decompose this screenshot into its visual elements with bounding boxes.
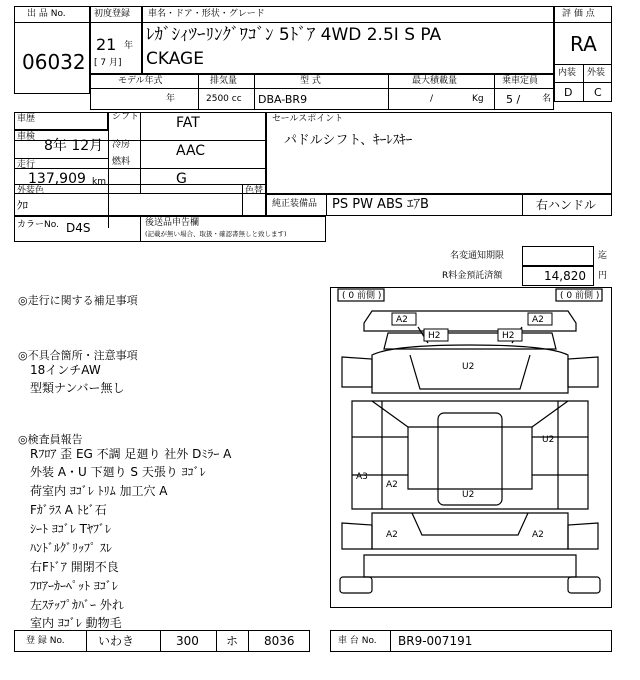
fuel-value: G: [176, 171, 187, 187]
deadline-value-box: [522, 246, 594, 266]
shift-label: シフト: [112, 112, 140, 122]
mark-rear-left: A2: [386, 530, 398, 540]
inspector-line-5: ｼｰﾄ ﾖｺﾞﾚ Tﾔﾌﾞﾚ: [30, 522, 111, 536]
registration-label: 登 録 No.: [26, 636, 65, 646]
defect-line-1: 18インチAW: [30, 363, 101, 377]
recycle-label: R料金預託済額: [442, 271, 503, 281]
model-year-label: モデル年式: [118, 76, 163, 86]
mark-right-side: U2: [542, 435, 555, 445]
steering-value: 右ハンドル: [536, 198, 597, 212]
registration-class: 300: [176, 634, 199, 648]
aftermarket-label: 後送品申告欄: [145, 218, 200, 228]
first-reg-month: [ 7 月]: [94, 58, 122, 68]
capacity-value: 5 /: [506, 93, 521, 106]
displacement-label: 排気量: [210, 76, 238, 86]
registration-number: 8036: [264, 634, 295, 648]
sales-box: [266, 112, 612, 194]
first-reg-year-unit: 年: [124, 41, 134, 51]
driving-notes-title: ◎走行に関する補足事項: [18, 294, 138, 307]
fuel-label: 燃料: [112, 157, 131, 167]
type-label: 型 式: [300, 76, 321, 86]
interior-label: 内装: [558, 68, 577, 78]
first-reg-label: 初度登録: [94, 9, 131, 19]
defect-line-2: 型類ナンバー無し: [30, 381, 125, 395]
front-label-left: ( 0 前側 ): [342, 291, 382, 301]
exterior-label: 外装: [587, 68, 606, 78]
inspector-line-9: 左ｽﾃｯﾌﾟｶﾊﾞｰ 外れ: [30, 598, 124, 612]
inspection-label: 車検: [17, 132, 36, 142]
first-reg-year: 21: [96, 35, 117, 54]
recycle-value: 14,820: [544, 269, 586, 283]
mark-rear-right: A2: [532, 530, 544, 540]
registration-kana: ホ: [226, 634, 239, 648]
car-name-header: 車名・ドア・形状・グレード: [148, 9, 265, 19]
equipment-label: 純正装備品: [272, 199, 318, 209]
inspection-value: 8年 12月: [44, 138, 104, 154]
max-load-label: 最大積載量: [412, 76, 458, 86]
chassis-label: 車 台 No.: [338, 636, 377, 646]
mileage-unit: km: [92, 177, 106, 187]
capacity-label: 乗車定員: [502, 76, 539, 86]
mark-hood-right: H2: [502, 331, 515, 341]
inspector-title: ◎検査員報告: [18, 433, 83, 446]
lot-number: 06032: [22, 50, 86, 74]
mark-hood-left: H2: [428, 331, 441, 341]
car-name-line2: CKAGE: [146, 49, 204, 69]
capacity-unit: 名: [542, 94, 552, 104]
model-year-unit: 年: [166, 94, 176, 104]
inspector-line-2: 外装 A・U 下廻り S 天張り ﾖｺﾞﾚ: [30, 465, 206, 479]
inspector-line-1: Rﾌﾛｱ 歪 EG 不調 足廻り 社外 Dﾐﾗｰ A: [30, 447, 232, 461]
ac-label: 冷房: [112, 140, 131, 150]
color-value: ｸﾛ: [17, 199, 28, 212]
mark-roof: U2: [462, 490, 475, 500]
deadline-label: 名変通知期限: [450, 251, 505, 261]
aftermarket-note: (記載が無い場合、取扱・確認書無しと致します): [145, 230, 287, 238]
inspector-line-3: 荷室内 ﾖｺﾞﾚ ﾄﾘﾑ 加工穴 A: [30, 484, 168, 498]
inspector-line-7: 右Fﾄﾞｱ 開閉不良: [30, 560, 119, 574]
rear-bumper-outline: [364, 555, 576, 577]
inspector-line-4: Fｶﾞﾗｽ A ﾄﾋﾞ石: [30, 503, 107, 517]
recycle-unit: 円: [598, 271, 608, 281]
mark-windshield: U2: [462, 362, 475, 372]
deadline-unit: 迄: [598, 251, 608, 261]
mark-front-left: A2: [396, 315, 408, 325]
registration-place: いわき: [98, 634, 135, 648]
color-no-value: D4S: [66, 221, 91, 235]
defects-title: ◎不具合箇所・注意事項: [18, 349, 138, 362]
inspector-line-10: 室内 ﾖｺﾞﾚ 動物毛: [30, 616, 122, 630]
car-name-line1: ﾚｶﾞｼｨﾂｰﾘﾝｸﾞﾜｺﾞﾝ 5ﾄﾞｱ 4WD 2.5I S PA: [146, 25, 442, 45]
mark-front-right: A2: [532, 315, 544, 325]
mileage-value: 137,909: [28, 171, 86, 187]
displacement-value: 2500 cc: [206, 94, 242, 104]
mileage-label: 走行: [17, 160, 36, 170]
max-load-unit: Kg: [472, 94, 484, 104]
color-box: [14, 184, 266, 216]
mark-left-side-a3: A3: [356, 472, 368, 482]
chassis-number: BR9-007191: [398, 634, 473, 648]
color-label: 外装色: [17, 186, 45, 196]
lot-label: 出 品 No.: [27, 9, 66, 19]
mark-left-side-a2: A2: [386, 480, 398, 490]
inspector-line-8: ﾌﾛｱｰｶｰﾍﾟｯﾄ ﾖｺﾞﾚ: [30, 579, 118, 593]
sales-value: パドルシフト、ｷｰﾚｽｷｰ: [284, 133, 413, 148]
overall-grade: RA: [570, 32, 597, 56]
interior-grade: D: [564, 86, 573, 99]
max-load-value: /: [430, 94, 434, 104]
history-label: 車歴: [17, 114, 36, 124]
car-damage-diagram: [332, 287, 608, 608]
inspector-line-6: ﾊﾝﾄﾞﾙｸﾞﾘｯﾌﾟ ｽﾚ: [30, 541, 112, 555]
shift-value: FAT: [176, 115, 200, 131]
ac-value: AAC: [176, 143, 206, 159]
front-label-right: ( 0 前側 ): [560, 291, 600, 301]
exterior-grade: C: [594, 86, 602, 99]
grade-label: 評 価 点: [562, 9, 595, 19]
equipment-value: PS PW ABS ｴｱB: [332, 197, 429, 212]
color-no-label: カラーNo.: [17, 220, 59, 230]
type-value: DBA-BR9: [258, 93, 308, 106]
sales-label: セールスポイント: [272, 114, 344, 124]
color-change-label: 色替: [245, 186, 264, 196]
